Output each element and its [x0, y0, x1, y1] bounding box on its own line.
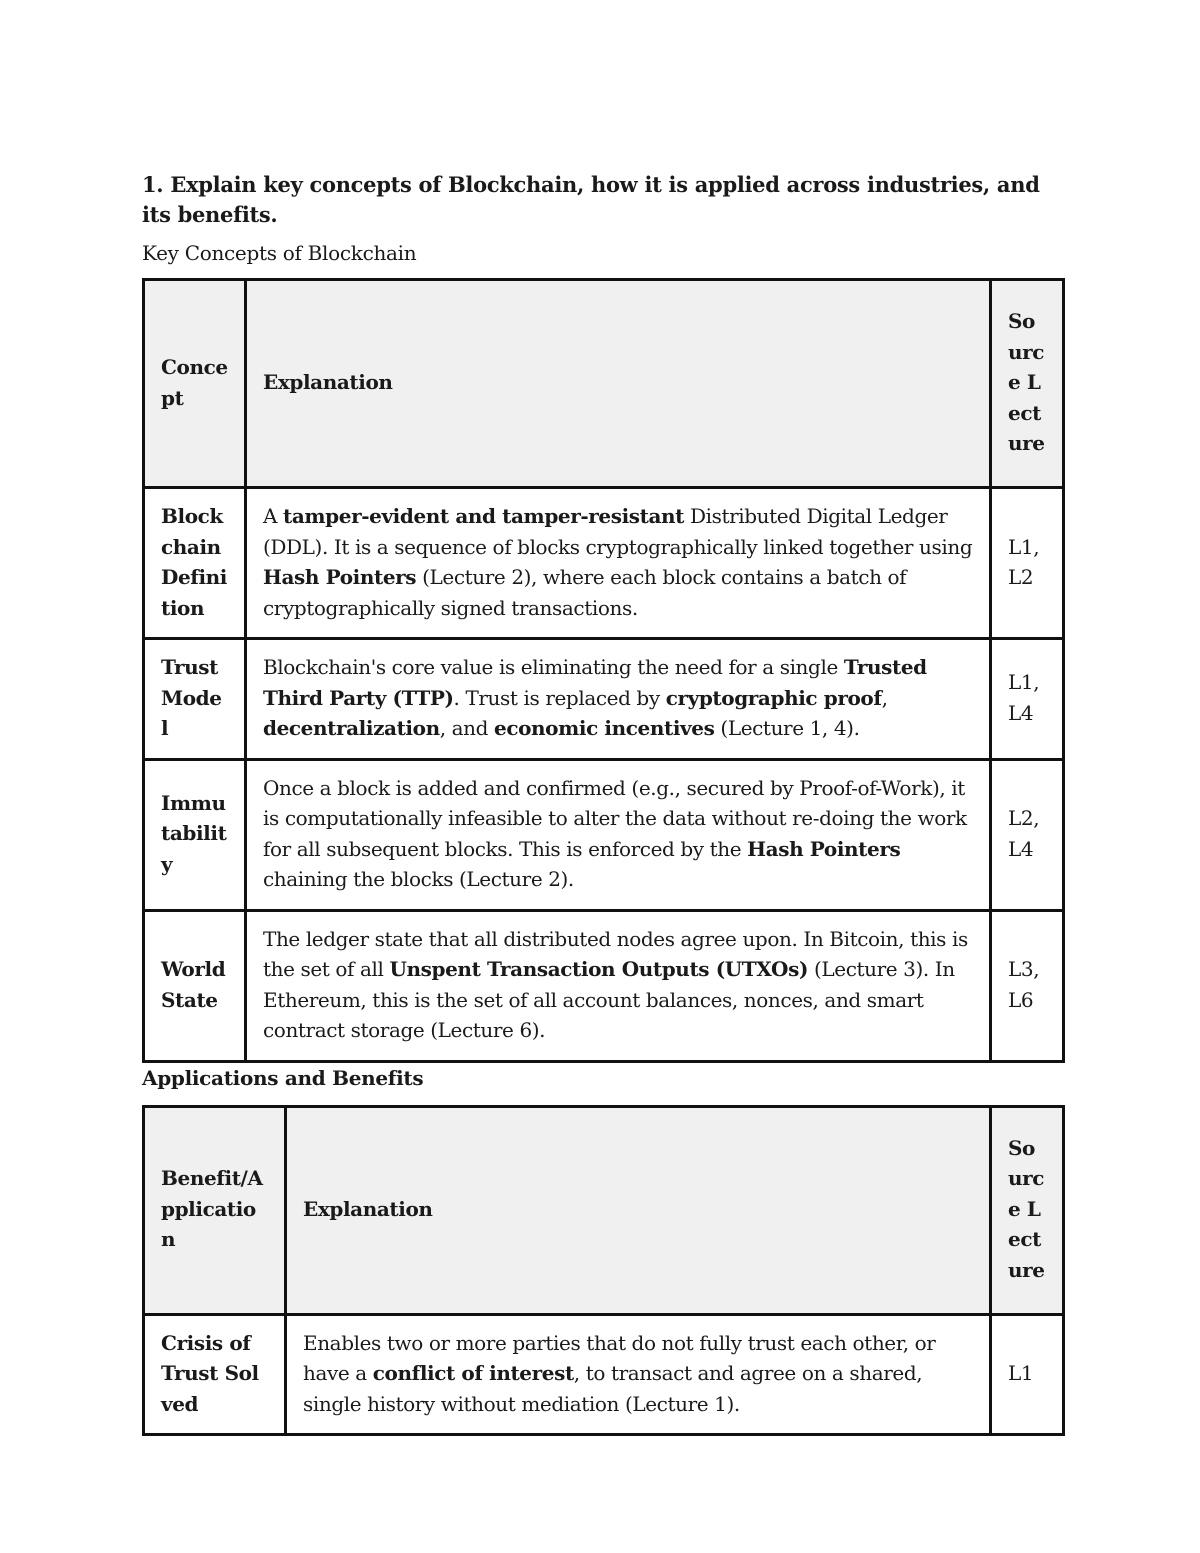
key-concepts-table	[142, 278, 1065, 1063]
header-source-lecture: Source Lecture	[991, 1106, 1064, 1314]
text-run: , and	[439, 716, 494, 740]
cell-concept: World State	[144, 910, 246, 1061]
bold-term: Hash Pointers	[747, 836, 901, 861]
text-run: Blockchain's core value is eliminating the need for a single	[263, 655, 844, 679]
cell-explanation	[246, 910, 991, 1061]
header-concept: Concept	[144, 280, 246, 488]
cell-concept: Blockchain Definition	[144, 488, 246, 639]
question-heading: 1. Explain key concepts of Blockchain, how it is applied across industries, and its benefits.	[142, 172, 1040, 227]
text-run: ,	[881, 685, 888, 710]
table-header-row	[144, 1106, 1064, 1314]
applications-table	[142, 1105, 1065, 1437]
text-run: , to transact and agree on a shared, single history without mediation (Lecture 1).	[303, 1361, 923, 1416]
header-explanation: Explanation	[246, 280, 991, 488]
table-header-row	[144, 280, 1064, 488]
text-run: A	[263, 504, 284, 528]
section-title-applications: Applications and Benefits	[142, 1065, 424, 1090]
cell-explanation	[246, 759, 991, 910]
table-row	[144, 639, 1064, 760]
text-run: (Lecture 1, 4).	[714, 716, 860, 740]
section-title-key-concepts: Key Concepts of Blockchain	[142, 241, 417, 265]
cell-source-lecture: L3, L6	[991, 910, 1064, 1061]
bold-term: Hash Pointers	[263, 565, 417, 589]
header-explanation: Explanation	[286, 1106, 991, 1314]
document-page	[142, 170, 1062, 1436]
bold-term: Unspent Transaction Outputs (UTXOs)	[389, 957, 809, 981]
bold-term: conflict of interest	[372, 1361, 574, 1385]
table-row	[144, 1314, 1064, 1435]
cell-explanation	[246, 639, 991, 760]
text-run: chaining the blocks (Lecture 2).	[263, 867, 574, 891]
header-source-lecture: Source Lecture	[991, 280, 1064, 488]
table-row	[144, 488, 1064, 639]
bold-term: Trusted Third Party (TTP)	[263, 655, 927, 710]
bold-term: cryptographic proof	[665, 685, 882, 710]
text-run: The ledger state that all distributed nodes agree upon. In Bitcoin, this is the set of all	[263, 926, 968, 981]
header-benefit-application: Benefit/Application	[144, 1106, 286, 1314]
cell-source-lecture: L1	[991, 1314, 1064, 1435]
cell-explanation	[246, 488, 991, 639]
text-run: (Lecture 3). In Ethereum, this is the set of all account balances, nonces, and smart contract storage (Lecture 6).	[263, 957, 955, 1042]
bold-term: economic incentives	[494, 716, 715, 740]
text-run: Once a block is added and confirmed (e.g., secured by Proof-of-Work), it is computationally infeasible to alter the data without re-doing the work for all subsequent blocks. This is enforced by the	[263, 775, 967, 861]
bold-term: tamper-evident and tamper-resistant	[283, 504, 685, 528]
cell-source-lecture: L2, L4	[991, 759, 1064, 910]
cell-concept: Immutability	[144, 759, 246, 910]
bold-term: decentralization	[263, 716, 440, 740]
text-run: . Trust is replaced by	[453, 685, 666, 710]
text-run: Enables two or more parties that do not fully trust each other, or have a	[303, 1330, 936, 1385]
table-row	[144, 910, 1064, 1061]
text-run: (Lecture 2), where each block contains a batch of cryptographically signed transactions.	[263, 565, 907, 620]
cell-explanation	[286, 1314, 991, 1435]
text-run: Distributed Digital Ledger (DDL). It is a sequence of blocks cryptographically linked together using	[263, 504, 973, 559]
cell-source-lecture: L1, L2	[991, 488, 1064, 639]
table-row	[144, 759, 1064, 910]
cell-concept: Crisis of Trust Solved	[144, 1314, 286, 1435]
cell-concept: Trust Model	[144, 639, 246, 760]
cell-source-lecture: L1, L4	[991, 639, 1064, 760]
